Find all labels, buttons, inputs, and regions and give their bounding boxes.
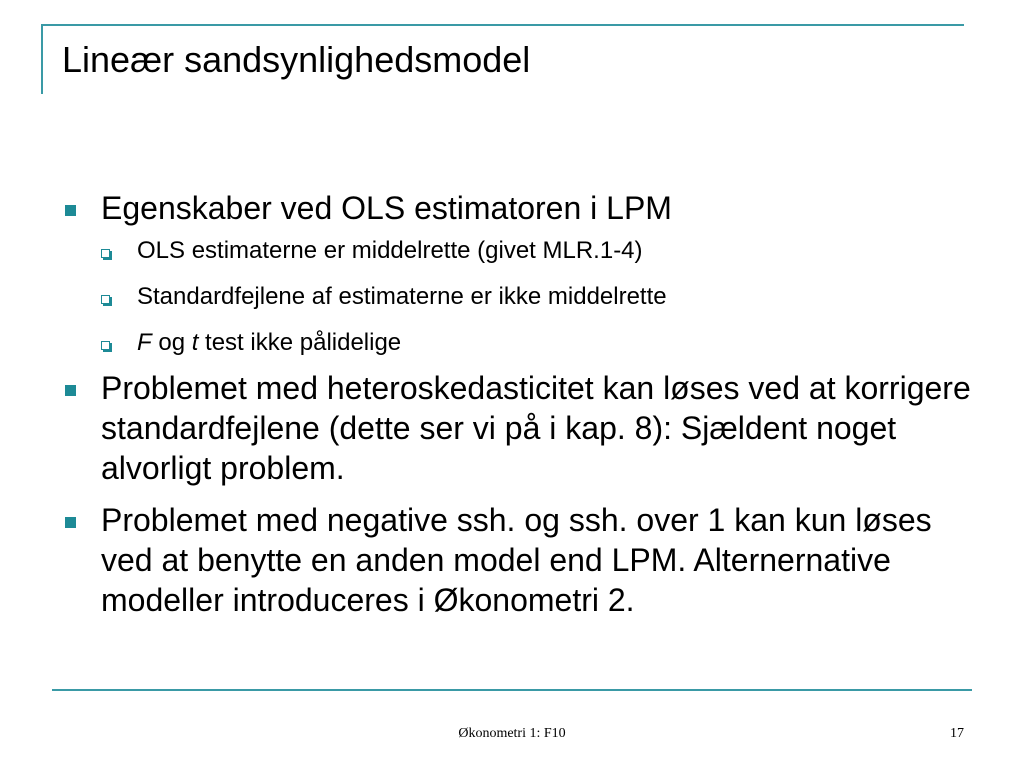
square-bullet-icon [65,517,76,528]
bullet-text: Problemet med heteroskedasticitet kan løses ved at korrigere standardfejlene (dette ser vi på i kap. 8): Sjældent noget alvorligt problem. [101,370,971,486]
bullet-text: Problemet med negative ssh. og ssh. over 1 kan kun løses ved at benytte en anden model end LPM. Alternernative modeller introduceres i Økonometri 2. [101,502,932,618]
sub-bullet-item [56,328,976,358]
bullet-item [56,368,976,488]
slide-content [56,188,976,628]
square-bullet-icon [65,205,76,216]
sub-bullet-text-rest: test ikke pålidelige [198,329,402,356]
sub-bullet-text: OLS estimaterne er middelrette (givet MLR.1-4) [137,237,643,264]
title-frame-vertical-line [41,24,43,94]
sub-bullet-text-og: og [151,329,192,356]
sub-bullet-item [56,282,976,312]
bullet-item [56,500,976,620]
f-test-symbol: F [137,329,152,356]
footer-course-label: Økonometri 1: F10 [458,726,566,741]
square-bullet-icon [65,385,76,396]
sub-bullet-item [56,236,976,266]
t-test-symbol: t [191,329,199,356]
bullet-item [56,188,976,228]
page-number: 17 [950,726,964,741]
footer-divider [52,689,972,691]
title-frame-horizontal-line [41,24,964,26]
hollow-square-bullet-icon [101,295,110,304]
sub-bullet-text: Standardfejlene af estimaterne er ikke middelrette [137,283,667,310]
hollow-square-bullet-icon [101,341,110,350]
bullet-text: Egenskaber ved OLS estimatoren i LPM [101,190,672,226]
slide-title: Lineær sandsynlighedsmodel [62,39,531,80]
hollow-square-bullet-icon [101,249,110,258]
